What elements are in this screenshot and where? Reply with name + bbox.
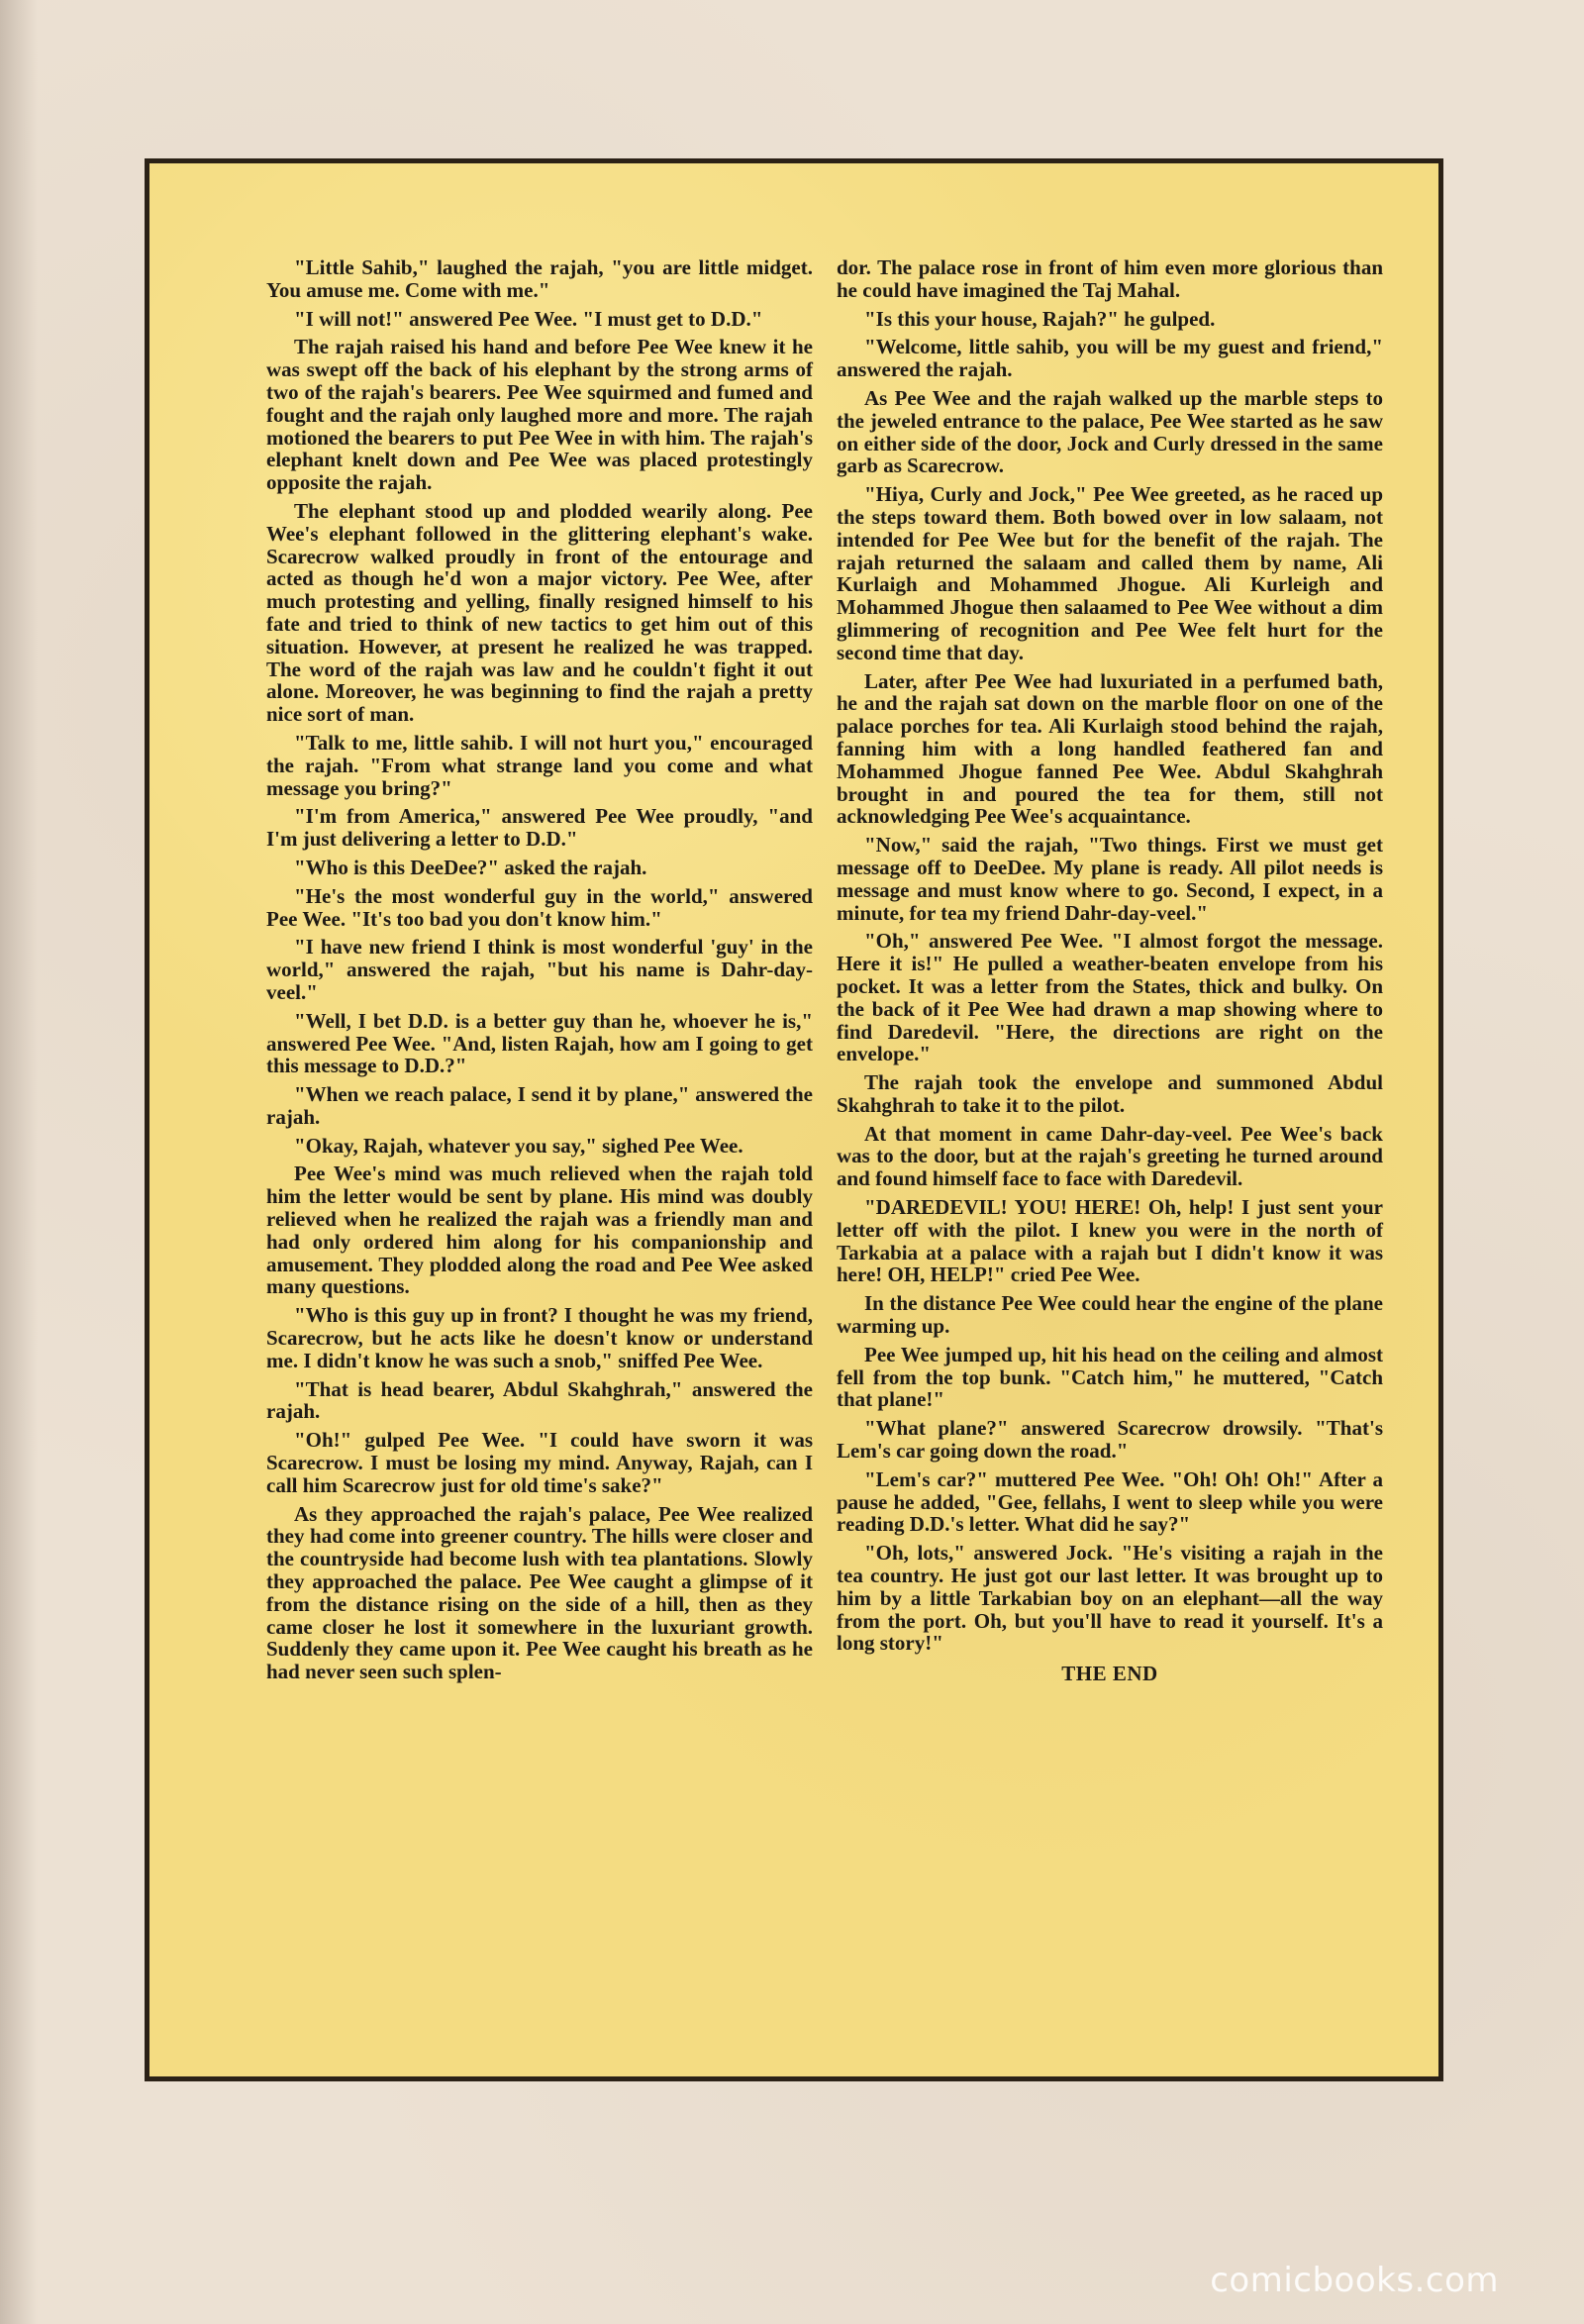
site-watermark: comicbooks.com [1210,2261,1499,2300]
paragraph: "When we reach palace, I send it by plane," answered the rajah. [266,1082,813,1129]
paragraph: "Who is this DeeDee?" asked the rajah. [294,855,647,879]
paragraph: "What plane?" answered Scarecrow drowsily. "That's Lem's car going down the road." [837,1416,1383,1464]
paragraph: The elephant stood up and plodded wearily along. Pee Wee's elephant followed in the glittering elephant's wake. Scarecrow walked proudly in front of the entourage and acted as though he'd won a major victory. Pee Wee, after much protesting and yelling, finally resigned himself to his fate and tried to think of new tactics to get him out of this situation. However, at present he realized he was trapped. The word of the rajah was law and he couldn't fight it out alone. Moreover, he was beginning to find the rajah a pretty nice sort of man. [266,498,813,727]
paragraph: "Oh, lots," answered Jock. "He's visiting a rajah in the tea country. He just got our last letter. It was brought up to him by a little Tarkabian boy on an elephant—all the way from the port. Oh, but you'll have to read it yourself. It's a long story!" [837,1541,1383,1656]
paragraph: "Well, I bet D.D. is a better guy than he, whoever he is," answered Pee Wee. "And, listen Rajah, how am I going to get this message to D.D.?" [266,1008,813,1078]
paragraph: Later, after Pee Wee had luxuriated in a perfumed bath, he and the rajah sat down on the marble floor on one of the palace porches for tea. Ali Kurlaigh stood behind the rajah, fanning him with a long handled feathered fan and Mohammed Jhogue fanned Pee Wee. Abdul Skahghrah brought in and poured the tea for them, still not acknowledging Pee Wee's acquaintance. [837,668,1383,829]
paragraph: "Who is this guy up in front? I thought he was my friend, Scarecrow, but he acts like he doesn't know or understand me. I didn't know he was such a snob," sniffed Pee Wee. [266,1303,813,1372]
paragraph: As Pee Wee and the rajah walked up the marble steps to the jeweled entrance to the palace, Pee Wee started as he saw on either side of the door, Jock and Curly dressed in the same garb as Scarecrow. [837,385,1383,478]
paragraph: dor. The palace rose in front of him even more glorious than he could have imagined the Taj Mahal. [837,255,1383,302]
paragraph: "Welcome, little sahib, you will be my guest and friend," answered the rajah. [837,335,1383,382]
paragraph: "I have new friend I think is most wonderful 'guy' in the world," answered the rajah, "but his name is Dahr-day-veel." [266,935,813,1004]
paragraph: "Now," said the rajah, "Two things. First we must get message off to DeeDee. My plane is ready. All pilot needs is message and must know where to go. Second, I expect, in a minute, for tea my friend Dahr-day-veel." [837,833,1383,925]
paragraph: "DAREDEVIL! YOU! HERE! Oh, help! I just sent your letter off with the pilot. I knew you were in the north of Tarkabia at a palace with a rajah but I didn't know it was here! OH, HELP!" cried Pee Wee. [837,1195,1383,1287]
paragraph: "Lem's car?" muttered Pee Wee. "Oh! Oh! Oh!" After a pause he added, "Gee, fellahs, I went to sleep while you were reading D.D.'s letter. What did he say?" [837,1466,1383,1537]
paragraph: "Little Sahib," laughed the rajah, "you are little midget. You amuse me. Come with me." [266,255,813,302]
page-gutter-shadow [0,0,38,2324]
paragraph: "I will not!" answered Pee Wee. "I must get to D.D." [294,306,763,331]
paragraph: "I'm from America," answered Pee Wee proudly, "and I'm just delivering a letter to D.D." [266,804,813,852]
paragraph: "Oh," answered Pee Wee. "I almost forgot the message. Here it is!" He pulled a weather-beaten envelope from his pocket. It was a letter from the States, thick and bulky. On the back of it Pee Wee had drawn a map showing where to find Daredevil. "Here, the directions are right on the envelope." [837,929,1383,1066]
right-text-column [837,256,1383,1691]
paragraph: At that moment in came Dahr-day-veel. Pee Wee's back was to the door, but at the rajah's greeting he turned around and found himself face to face with Daredevil. [837,1121,1383,1191]
paragraph: The rajah took the envelope and summoned Abdul Skahghrah to take it to the pilot. [837,1070,1383,1117]
story-text-panel [145,158,1443,2081]
paragraph: "Is this your house, Rajah?" he gulped. [864,306,1216,331]
paragraph: As they approached the rajah's palace, Pee Wee realized they had come into greener country. The hills were closer and the countryside had become lush with tea plantations. Slowly they approached the palace. Pee Wee caught a glimpse of it from the distance rising on the side of a hill, then as they came closer he lost it somewhere in the luxuriant growth. Suddenly they came upon it. Pee Wee caught his breath as he had never seen such splen- [266,1501,813,1684]
the-end-label: THE END [1061,1662,1158,1686]
paragraph: Pee Wee jumped up, hit his head on the ceiling and almost fell from the top bunk. "Catch him," he muttered, "Catch that plane!" [837,1342,1383,1412]
paragraph: In the distance Pee Wee could hear the engine of the plane warming up. [837,1291,1383,1339]
left-text-column [266,256,813,1689]
paragraph: Pee Wee's mind was much relieved when the rajah told him the letter would be sent by plane. His mind was doubly relieved when he realized the rajah was a friendly man and had only ordered him along for his companionship and amusement. They plodded along the road and Pee Wee asked many questions. [266,1162,813,1299]
paragraph: The rajah raised his hand and before Pee Wee knew it he was swept off the back of his elephant by the strong arms of two of the rajah's bearers. Pee Wee squirmed and fumed and fought and the rajah only laughed more and more. The rajah motioned the bearers to put Pee Wee in with him. The rajah's elephant knelt down and Pee Wee was placed protestingly opposite the rajah. [266,335,813,495]
paragraph: "Oh!" gulped Pee Wee. "I could have sworn it was Scarecrow. I must be losing my mind. Anyway, Rajah, can I call him Scarecrow just for old time's sake?" [266,1428,813,1497]
paragraph: "Hiya, Curly and Jock," Pee Wee greeted, as he raced up the steps toward them. Both bowed over in low salaam, not intended for Pee Wee but for the benefit of the rajah. The rajah returned the salaam and called them by name, Ali Kurlaigh and Mohammed Jhogue. Ali Kurleigh and Mohammed Jhogue then salaamed to Pee Wee without a dim glimmering of recognition and Pee Wee felt hurt for the second time that day. [837,482,1383,664]
paragraph: "Talk to me, little sahib. I will not hurt you," encouraged the rajah. "From what strange land you come and what message you bring?" [266,730,813,800]
paragraph: "That is head bearer, Abdul Skahghrah," answered the rajah. [266,1376,813,1424]
paragraph: "He's the most wonderful guy in the world," answered Pee Wee. "It's too bad you don't know him." [266,883,813,931]
paragraph: "Okay, Rajah, whatever you say," sighed Pee Wee. [294,1133,743,1158]
